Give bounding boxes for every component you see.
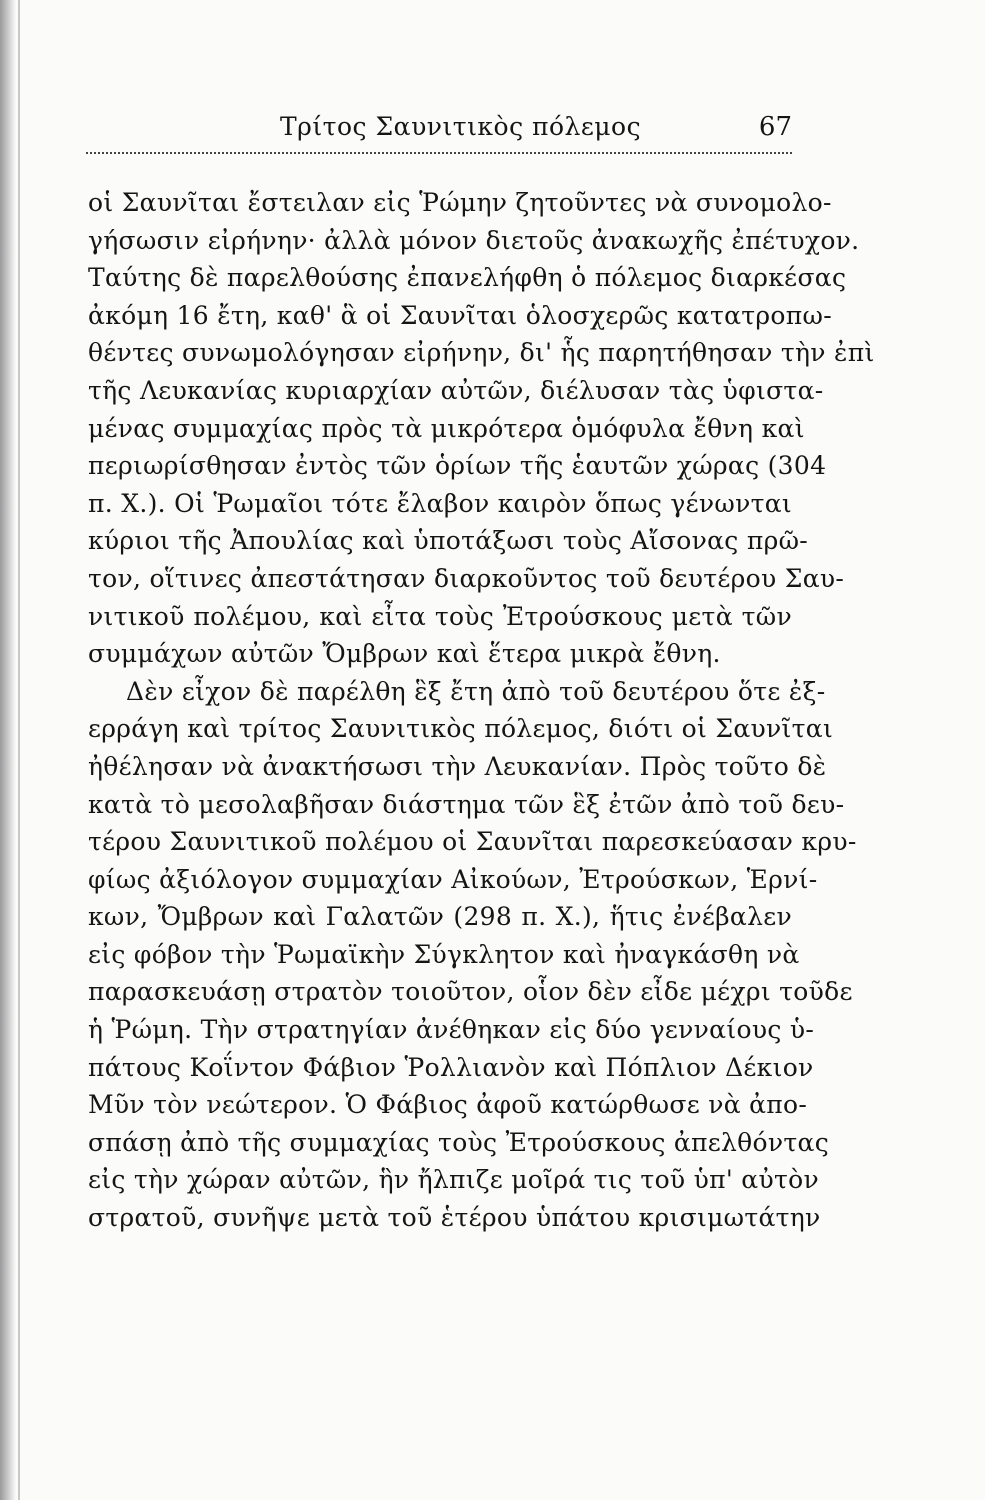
text-line: τέρου Σαυνιτικοῦ πολέμου οἱ Σαυνῖται παρεσκεύασαν κρυ-	[88, 827, 857, 857]
text-line: κατὰ τὸ μεσολαβῆσαν διάστημα τῶν ἓξ ἐτῶν ἀπὸ τοῦ δευ-	[88, 789, 845, 819]
text-line: κύριοι τῆς Ἀπουλίας καὶ ὑποτάξωσι τοὺς Αἴσονας πρῶ-	[88, 526, 808, 556]
text-line: οἱ Σαυνῖται ἔστειλαν εἰς Ῥώμην ζητοῦντες νὰ συνομολο-	[88, 188, 832, 217]
header-dotted-rule	[86, 152, 792, 154]
text-line: νιτικοῦ πολέμου, καὶ εἶτα τοὺς Ἐτρούσκους μετὰ τῶν	[88, 601, 792, 631]
text-line: εἰς φόβον τὴν Ῥωμαϊκὴν Σύγκλητον καὶ ἠναγκάσθη νὰ	[88, 939, 800, 969]
text-line: ερράγη καὶ τρίτος Σαυνιτικὸς πόλεμος, διότι οἱ Σαυνῖται	[88, 714, 834, 744]
text-line: γήσωσιν εἰρήνην· ἀλλὰ μόνον διετοῦς ἀνακωχῆς ἐπέτυχον.	[88, 225, 860, 255]
text-line: θέντες συνωμολόγησαν εἰρήνην, δι' ἧς παρητήθησαν τὴν ἐπὶ	[88, 338, 875, 368]
page-margin-line	[18, 0, 20, 1500]
text-line: παρασκευάσῃ στρατὸν τοιοῦτον, οἷον δὲν εἶδε μέχρι τοῦδε	[88, 977, 853, 1007]
running-title: Τρίτος Σαυνιτικὸς πόλεμος	[280, 112, 642, 141]
text-line: Μῦν τὸν νεώτερον. Ὁ Φάβιος ἀφοῦ κατώρθωσε νὰ ἀπο-	[88, 1090, 808, 1120]
page-number: 67	[758, 112, 792, 142]
text-line: Δὲν εἶχον δὲ παρέλθη ἓξ ἔτη ἀπὸ τοῦ δευτέρου ὅτε ἐξ-	[126, 676, 826, 706]
text-line: τῆς Λευκανίας κυριαρχίαν αὐτῶν, διέλυσαν τὰς ὑφιστα-	[88, 375, 824, 405]
text-line: φίως ἀξιόλογον συμμαχίαν Αἰκούων, Ἐτρούσκων, Ἑρνί-	[88, 864, 818, 894]
text-line: Ταύτης δὲ παρελθούσης ἐπανελήφθη ὁ πόλεμος διαρκέσας	[88, 263, 847, 293]
running-header	[86, 112, 792, 152]
text-line: πάτους Κοΐντον Φάβιον Ῥολλιανὸν καὶ Πόπλιον Δέκιον	[88, 1052, 814, 1082]
text-line: ἡ Ῥώμη. Τὴν στρατηγίαν ἀνέθηκαν εἰς δύο γενναίους ὑ-	[88, 1015, 815, 1045]
text-line: σπάσῃ ἀπὸ τῆς συμμαχίας τοὺς Ἐτρούσκους ἀπελθόντας	[88, 1127, 830, 1157]
text-line: ἀκόμη 16 ἔτη, καθ' ἃ οἱ Σαυνῖται ὁλοσχερῶς κατατροπω-	[88, 300, 832, 330]
text-line: στρατοῦ, συνῆψε μετὰ τοῦ ἑτέρου ὑπάτου κρισιμωτάτην	[88, 1203, 821, 1233]
text-line: περιωρίσθησαν ἐντὸς τῶν ὁρίων τῆς ἑαυτῶν χώρας (304	[88, 451, 827, 481]
text-line: τον, οἵτινες ἀπεστάτησαν διαρκοῦντος τοῦ δευτέρου Σαυ-	[88, 563, 845, 593]
text-line: κων, Ὄμβρων καὶ Γαλατῶν (298 π. Χ.), ἥτις ἐνέβαλεν	[88, 902, 792, 932]
text-line: εἰς τὴν χώραν αὐτῶν, ἣν ἤλπιζε μοῖρά τις τοῦ ὑπ' αὐτὸν	[88, 1165, 819, 1195]
text-line: ἠθέλησαν νὰ ἀνακτήσωσι τὴν Λευκανίαν. Πρὸς τοῦτο δὲ	[88, 751, 827, 781]
text-line: μένας συμμαχίας πρὸς τὰ μικρότερα ὁμόφυλα ἔθνη καὶ	[88, 413, 805, 443]
page-edge-shadow	[0, 0, 16, 1500]
body-text	[88, 184, 875, 1237]
text-line: π. Χ.). Οἱ Ῥωμαῖοι τότε ἔλαβον καιρὸν ὅπως γένωνται	[88, 488, 792, 518]
text-line: συμμάχων αὐτῶν Ὄμβρων καὶ ἕτερα μικρὰ ἔθνη.	[88, 639, 721, 669]
